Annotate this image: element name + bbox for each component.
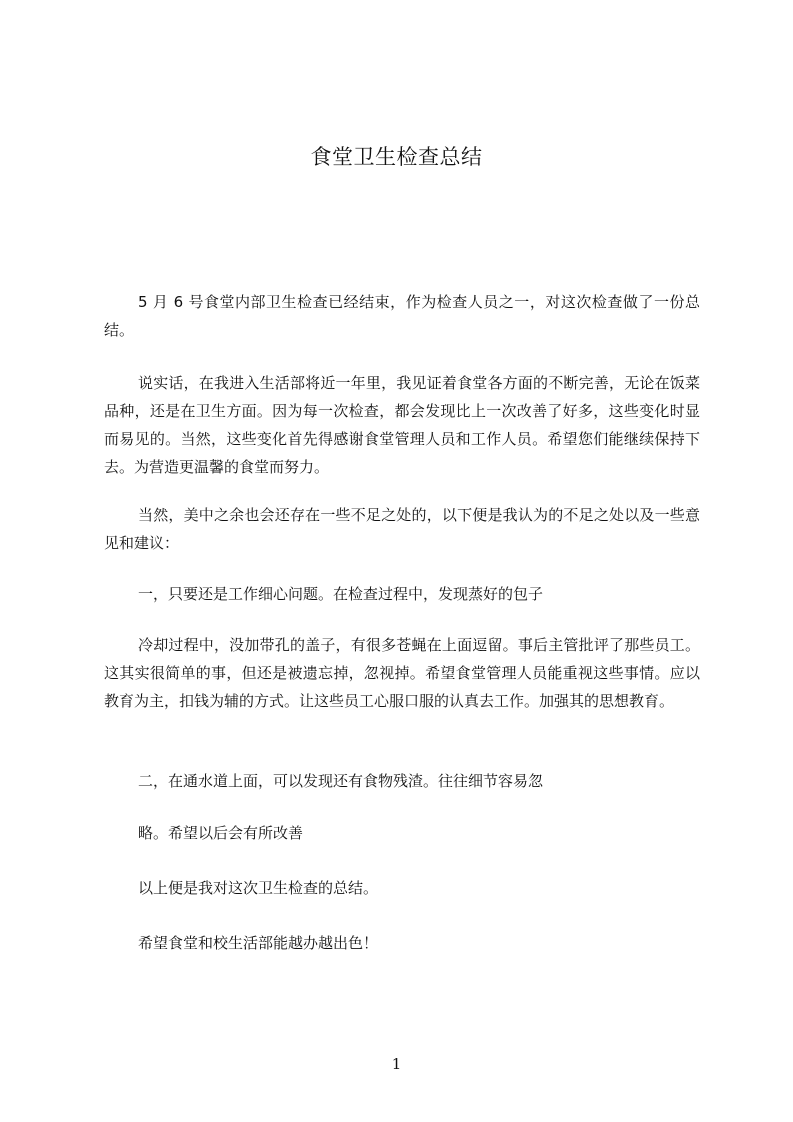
paragraph-point-one-detail: 冷却过程中，没加带孔的盖子，有很多苍蝇在上面逗留。事后主管批评了那些员工。这其实很简单的事，但还是被遗忘掉，忽视掉。希望食堂管理人员能重视这些事情。应以教育为主，扣钱为辅的方式。让这些员工心服口服的认真去工作。加强其的思想教育。 (104, 636, 700, 710)
page-number: 1 (391, 1055, 402, 1073)
paragraph-point-two: 二，在通水道上面，可以发现还有食物残渣。往往细节容易忽 (138, 772, 544, 790)
paragraph-conclusion: 以上便是我对这次卫生检查的总结。 (138, 879, 379, 897)
paragraph-closing-wish: 希望食堂和校生活部能越办越出色！ (138, 934, 379, 952)
paragraph-observation: 说实话，在我进入生活部将近一年里，我见证着食堂各方面的不断完善，无论在饭菜品种，还是在卫生方面。因为每一次检查，都会发现比上一次改善了好多，这些变化时显而易见的。当然，这些变化首先得感谢食堂管理人员和工作人员。希望您们能继续保持下去。为营造更温馨的食堂而努力。 (104, 374, 700, 476)
paragraph-point-two-continued: 略。希望以后会有所改善 (138, 824, 304, 842)
paragraph-intro: 5 月 6 号食堂内部卫生检查已经结束，作为检查人员之一，对这次检查做了一份总结。 (104, 293, 700, 339)
paragraph-point-one: 一，只要还是工作细心问题。在检查过程中，发现蒸好的包子 (138, 585, 544, 603)
document-title: 食堂卫生检查总结 (310, 145, 483, 169)
paragraph-shortcomings-intro: 当然，美中之余也会还存在一些不足之处的，以下便是我认为的不足之处以及一些意见和建议： (104, 506, 700, 552)
